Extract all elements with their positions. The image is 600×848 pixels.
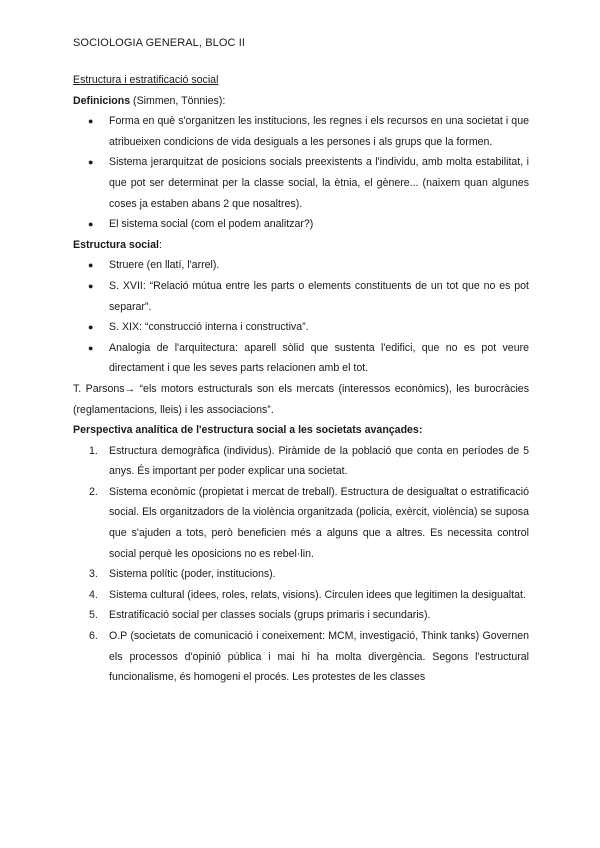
definitions-list (73, 111, 529, 235)
bullet-icon: ● (88, 322, 94, 333)
bullet-icon: ● (88, 219, 94, 230)
social-structure-label: Estructura social (73, 238, 159, 251)
list-item: ● Forma en què s'organitzen les institucions, les regnes i els recursos en una societat i que atribueixen condicions de vida desiguals a les persones i als grups que la formen. (73, 111, 529, 152)
document-body (73, 70, 529, 688)
list-item: 2. Sistema econòmic (propietat i mercat de treball). Estructura de desigualtat o estratificació social. Els organitzadors de la violència organitzada (policia, exèrcit, violència) se suposa que s'ajuden a tots, però beneficien més a alguns que a altres. Es necessita control social perquè les oposicions no es rebel·lin. (89, 485, 529, 560)
bullet-icon: ● (88, 342, 94, 353)
list-item: 3. Sistema polític (poder, institucions). (89, 568, 276, 581)
bullet-icon: ● (88, 280, 94, 291)
bullet-icon: ● (88, 260, 94, 271)
perspective-list (73, 441, 529, 688)
list-item: 4. Sistema cultural (idees, roles, relats, visions). Circulen idees que legitimen la desigualtat. (89, 588, 526, 601)
list-item: ● Analogia de l'arquitectura: aparell sòlid que sustenta l'edifici, que no es pot veure directament i que les seves parts relacionen amb el tot. (73, 338, 529, 379)
section-title: Estructura i estratificació social (73, 74, 219, 86)
bullet-icon: ● (88, 116, 94, 127)
list-item: ● Sistema jerarquitzat de posicions socials preexistents a l'individu, amb molta estabilitat, i que pot ser determinat per la classe social, la ètnia, el gènere... (naixem quan algunes coses ja estaben abans 2 que nosaltres). (73, 152, 529, 214)
list-item: ● S. XVII: “Relació mútua entre les parts o elements constituents de un tot que no es pot separar”. (73, 276, 529, 317)
list-item: ● S. XIX: “construcció interna i constructiva”. (73, 317, 529, 338)
parsons-paragraph: T. Parsons→ “els motors estructurals son els mercats (interessos econòmics), les burocràcies (reglamentacions, lleis) i les associacions”. (73, 382, 529, 416)
perspective-heading: Perspectiva analítica de l'estructura social a les societats avançades: (73, 424, 423, 437)
perspective-title: Perspectiva analítica de l'estructura social a les societats avançades (73, 424, 419, 437)
list-item: ● Struere (en llatí, l'arrel). (73, 255, 529, 276)
definitions-heading (73, 91, 529, 112)
social-structure-heading: Estructura social: (73, 238, 162, 251)
list-item: 5. Estratificació social per classes socials (grups primaris i secundaris). (89, 609, 431, 622)
social-structure-list (73, 255, 529, 379)
page-header: SOCIOLOGIA GENERAL, BLOC II (73, 37, 246, 49)
list-item: 6. O.P (societats de comunicació i coneixement: MCM, investigació, Think tanks) Governen els processos d'opinió pública i mai hi ha molta divergència. Segons l'estructural funcionalisme, és homogeni el procés. Les protestes de les classes (89, 630, 529, 684)
list-item: ● El sistema social (com el podem analitzar?) (73, 214, 529, 235)
list-item: 1. Estructura demogràfica (individus). Piràmide de la població que conta en períodes de 5 anys. És important per poder explicar una societat. (89, 444, 529, 478)
definitions-authors: (Simmen, Tönnies): (130, 94, 226, 107)
definitions-label: Definicions (73, 94, 131, 107)
bullet-icon: ● (88, 157, 94, 168)
